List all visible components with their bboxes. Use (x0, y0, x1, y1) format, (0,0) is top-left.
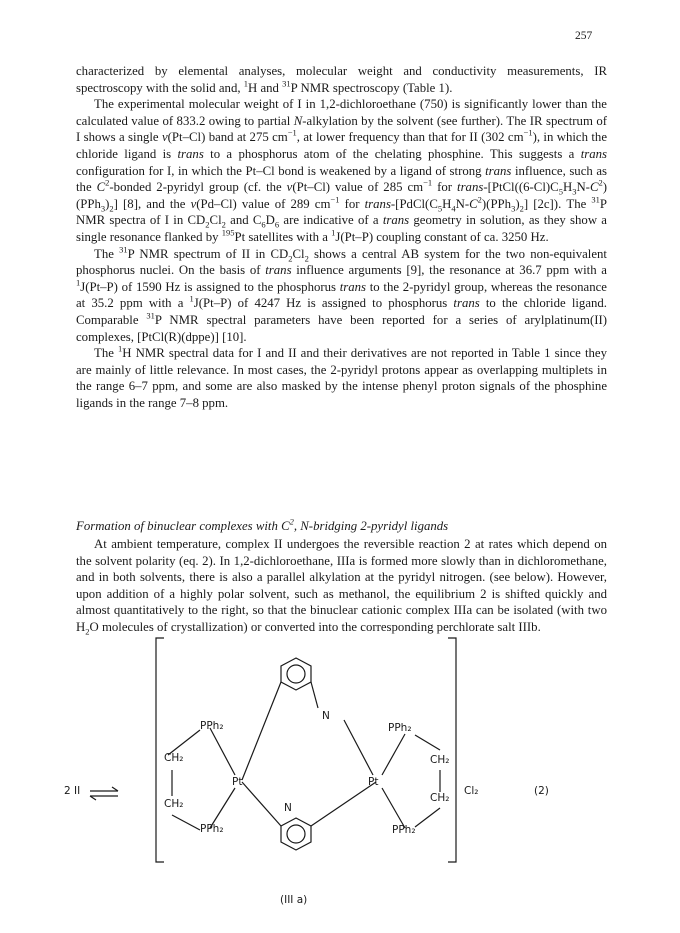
paragraph-2: The experimental molecular weight of I in 1,2-dichloroethane (750) is significantly lower than the calculated value of 833.2 owing to partial N-alkylation by the solvent (see further). The IR spectrum of I shows a single ν(Pt–Cl) band at 275 $cm^{-1}$, at lower frequency than that for II (302 $cm^{-1}$), in which the chloride ligand is trans to a phosphorus atom of the chelating phosphine. This suggests a trans configuration for I, in which the Pt–Cl bond is weakened by a ligand of strong trans influence, such as the $C^2$-bonded 2-pyridyl group (cf. the ν(Pt–Cl) value of 285 $cm^{-1}$ for trans-$[PtCl((6-Cl)C_5H_3N-C^2)(PPh_3)_2]$ [8], and the ν(Pd–Cl) value of 289 $cm^{-1}$ for trans-$[PdCl(C_5H_4N-C^2)(PPh_3)_2]$ [2c]). The $^{31}$P NMR spectra of I in $CD_2Cl_2$ and $C_6D_6$ are indicative of a trans geometry in solution, as they show a single resonance flanked by $^{195}$Pt satellites with a $^1$J(Pt–P) coupling constant of ca. 3250 Hz. (76, 97, 608, 244)
pyridyl-ring-bottom-aromatic (287, 825, 305, 843)
pt-label: Pt (232, 776, 243, 788)
body-text-2 (76, 536, 607, 636)
equation-number: (2) (534, 785, 549, 797)
compound-label: (III a) (280, 894, 308, 906)
pph2-label: PPh₂ (200, 720, 224, 732)
left-bracket (156, 638, 164, 862)
right-bracket (448, 638, 456, 862)
pph2-label: PPh₂ (392, 824, 416, 836)
pt-label: Pt (368, 776, 379, 788)
paragraph-3: The $^{31}$P NMR spectrum of II in $CD_2Cl_2$ shows a central AB system for the two non-equivalent phosphorus nuclei. On the basis of trans influence arguments [9], the resonance at 36.7 ppm with a $^1$J(Pt–P) of 1590 Hz is assigned to the phosphorus trans to the 2-pyridyl group, whereas the resonance at 35.2 ppm with a $^1$J(Pt–P) of 4247 Hz is assigned to phosphorus trans to the chloride ligand. Comparable $^{31}$P NMR spectral parameters have been reported for a series of arylplatinum(II) complexes, [PtCl(R)(dppe)] [10]. (76, 244, 608, 344)
pyridyl-ring-top (281, 658, 311, 690)
ch2-label: CH₂ (430, 754, 450, 766)
ch2-label: CH₂ (430, 792, 450, 804)
n-label: N (284, 802, 292, 814)
equilibrium-arrow-back (90, 796, 118, 800)
section-heading: Formation of binuclear complexes with $C^2$, N-bridging 2-pyridyl ligands (76, 516, 449, 533)
reactant-label: 2 II (64, 785, 81, 797)
n-label: N (322, 710, 330, 722)
pyridyl-ring-bottom (281, 818, 311, 850)
paragraph-5: At ambient temperature, complex II undergoes the reversible reaction 2 at rates which depend on the solvent polarity (eq. 2). In 1,2-dichloroethane, IIIa is formed more slowly than in dichloromethane, and in both solvents, there is also a parallel alkylation at the pyridyl nitrogen. (see below). However, upon addition of a highly polar solvent, such as methanol, the equilibrium 2 is shifted quickly and almost quantitatively to the right, so that the binuclear cationic complex IIIa can be isolated (with two $H_2O$ molecules of crystallization) or converted into the corresponding perchlorate salt IIIb. (76, 537, 607, 637)
ch2-label: CH₂ (164, 752, 184, 764)
body-text (76, 63, 607, 411)
counterion-label: Cl₂ (464, 785, 479, 797)
paragraph-1: characterized by elemental analyses, molecular weight and conductivity measurements, IR spectroscopy with the solid and, $^1$H and $^{31}$P NMR spectroscopy (Table 1). (76, 64, 607, 95)
reaction-scheme (60, 630, 620, 870)
ch2-label: CH₂ (164, 798, 184, 810)
equilibrium-arrow-forward (90, 787, 118, 791)
pph2-label: PPh₂ (388, 722, 412, 734)
pyridyl-ring-top-aromatic (287, 665, 305, 683)
structure-drawing (60, 630, 620, 870)
paragraph-4: The $^1$H NMR spectral data for I and II and their derivatives are not reported in Table 1 since they are mainly of little relevance. In most cases, the 2-pyridyl protons appear as overlapping multiplets in the range 6–7 ppm, and some are also masked by the intense phenyl proton signals of the phosphine ligands in the range 7–8 ppm. (76, 343, 607, 410)
page-number: 257 (575, 30, 593, 42)
pph2-label: PPh₂ (200, 823, 224, 835)
